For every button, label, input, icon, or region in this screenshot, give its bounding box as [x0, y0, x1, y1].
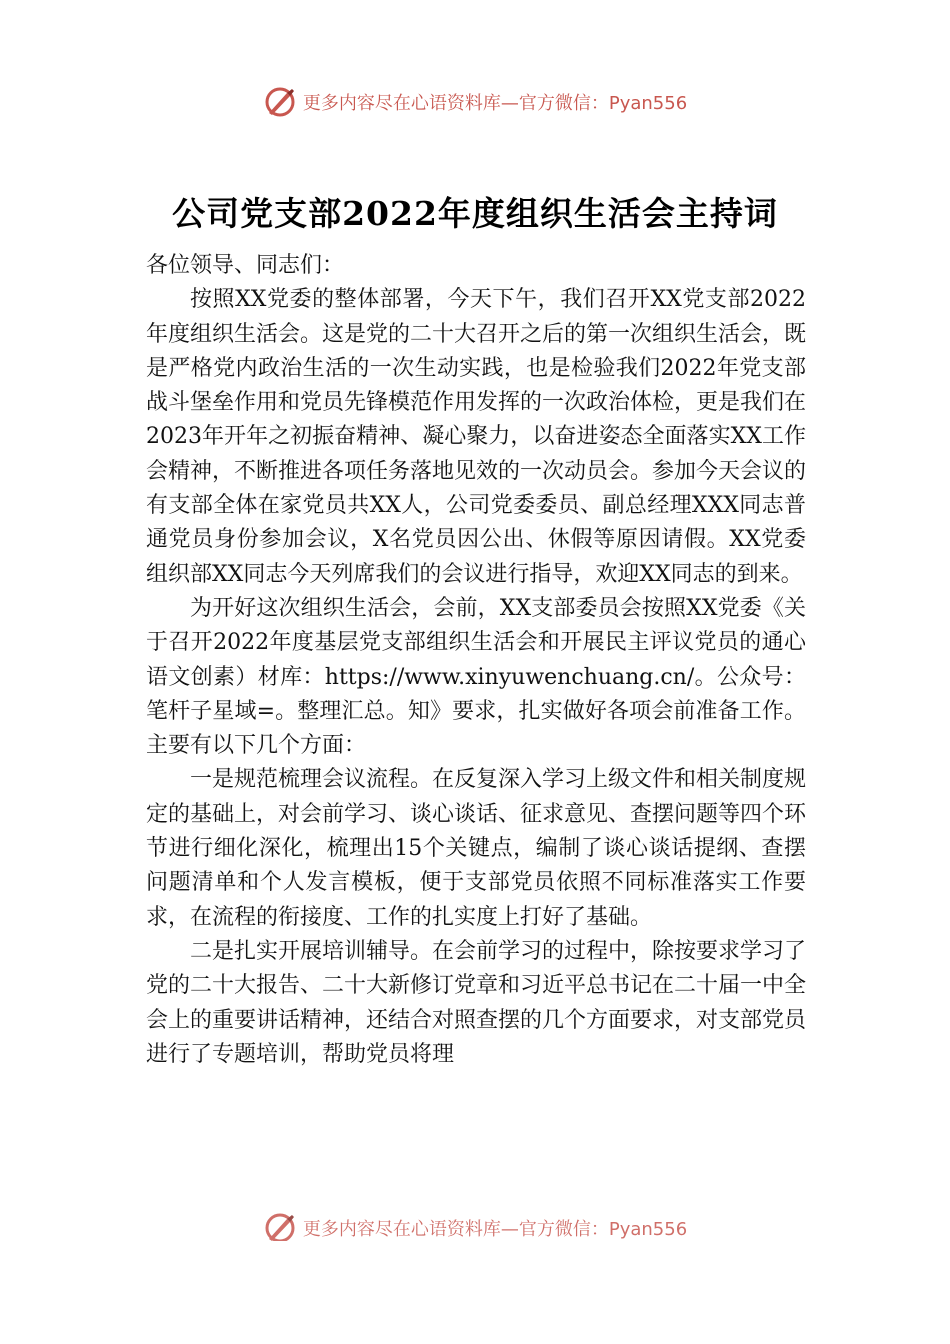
- watermark-text: 更多内容尽在心语资料库—官方微信：Pyan556: [302, 93, 688, 114]
- paragraph: 二是扎实开展培训辅导。在会前学习的过程中，除按要求学习了党的二十大报告、二十大新修订党章和习近平总书记在二十届一中全会上的重要讲话精神，还结合对照查摆的几个方面要求，对支部党员进行了专题培训，帮助党员将理: [146, 938, 807, 1067]
- document-body: [146, 249, 806, 1072]
- salutation: 各位领导、同志们：: [146, 253, 345, 278]
- pen-logo-icon: [263, 1211, 297, 1241]
- paragraph: 一是规范梳理会议流程。在反复深入学习上级文件和相关制度规定的基础上，对会前学习、谈心谈话、征求意见、查摆问题等四个环节进行细化深化，梳理出15个关键点，编制了谈心谈话提纲、查摆问题清单和个人发言模板，便于支部党员依照不同标准落实工作要求，在流程的衔接度、工作的扎实度上打好了基础。: [146, 767, 807, 930]
- paragraph: 为开好这次组织生活会，会前，XX支部委员会按照XX党委《关于召开2022年度基层党支部组织生活会和开展民主评议党员的通心语文创素）材库：https://www.xinyuwenchuang.cn/。公众号：笔杆子星域=。整理汇总。知》要求，扎实做好各项会前准备工作。主要有以下几个方面：: [146, 595, 806, 759]
- header-watermark: [0, 82, 950, 122]
- footer-watermark: [0, 1205, 950, 1241]
- document-title: 公司党支部2022年度组织生活会主持词: [172, 194, 778, 233]
- pen-logo-icon: [263, 85, 297, 119]
- watermark-text: 更多内容尽在心语资料库—官方微信：Pyan556: [302, 1219, 688, 1240]
- paragraph: 按照XX党委的整体部署，今天下午，我们召开XX党支部2022年度组织生活会。这是党的二十大召开之后的第一次组织生活会，既是严格党内政治生活的一次生动实践，也是检验我们2022年党支部战斗堡垒作用和党员先锋模范作用发挥的一次政治体检，更是我们在2023年开年之初振奋精神、凝心聚力，以奋进姿态全面落实XX工作会精神，不断推进各项任务落地见效的一次动员会。参加今天会议的有支部全体在家党员共XX人，公司党委委员、副总经理XXX同志普通党员身份参加会议，X名党员因公出、休假等原因请假。XX党委组织部XX同志今天列席我们的会议进行指导，欢迎XX同志的到来。: [146, 287, 807, 587]
